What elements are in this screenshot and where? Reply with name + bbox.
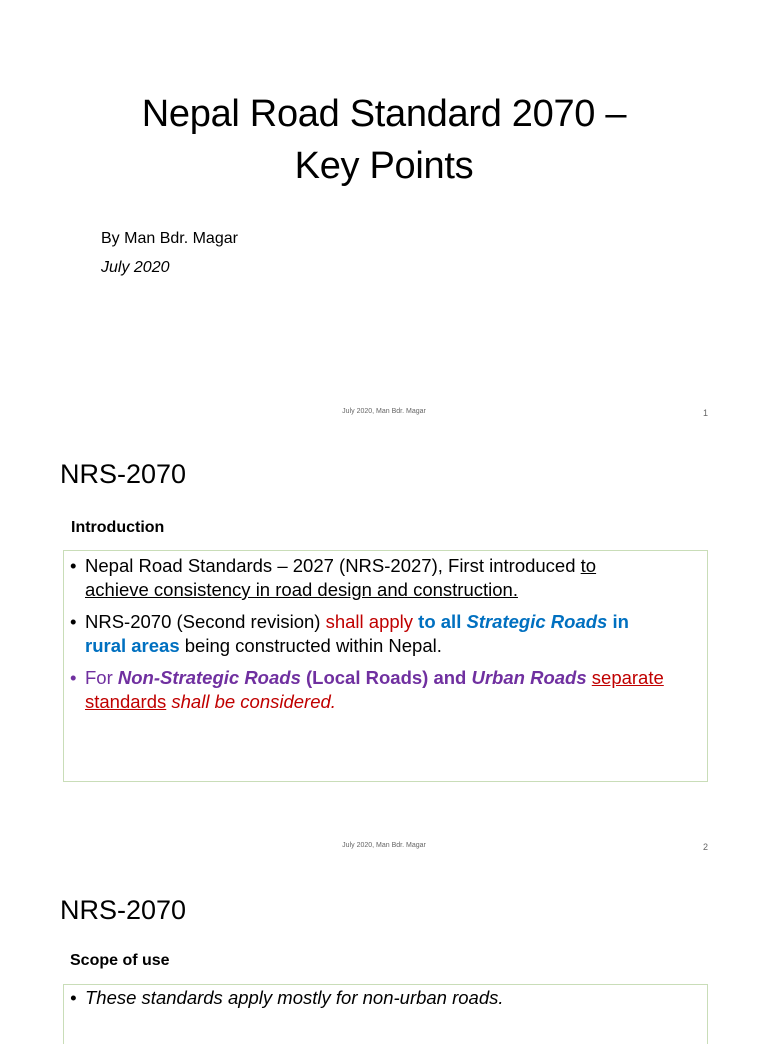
slide-footer: July 2020, Man Bdr. Magar [342,408,426,415]
bullet-item: • For Non-Strategic Roads (Local Roads) and Urban Roads separate standards shall be considered. [70,666,700,714]
slide-1 [0,0,768,434]
slide-3 [0,868,768,1024]
date-line: July 2020 [101,259,170,276]
slide-footer: July 2020, Man Bdr. Magar [342,842,426,849]
page-number: 1 [702,408,708,418]
slide-title: NRS-2070 [60,895,187,925]
title-line-1: Nepal Road Standard 2070 – [141,93,627,135]
bullet-item: • NRS-2070 (Second revision) shall apply to all Strategic Roads in rural areas being constructed within Nepal. [70,610,700,658]
bullet-item: • These standards apply mostly for non-urban roads. [70,986,700,1010]
section-heading: Introduction [71,519,165,536]
bullet-item: • Nepal Road Standards – 2027 (NRS-2027), First introduced to achieve consistency in road design and construction. [70,554,700,602]
slide-title [40,88,728,192]
section-heading: Scope of use [70,952,170,969]
slide-2 [0,434,768,868]
author-line: By Man Bdr. Magar [101,230,238,247]
bullet-list [70,986,700,1010]
page-number: 2 [702,842,708,852]
slide-title: NRS-2070 [60,459,187,489]
bullet-list [70,554,700,722]
title-line-2: Key Points [294,145,474,187]
